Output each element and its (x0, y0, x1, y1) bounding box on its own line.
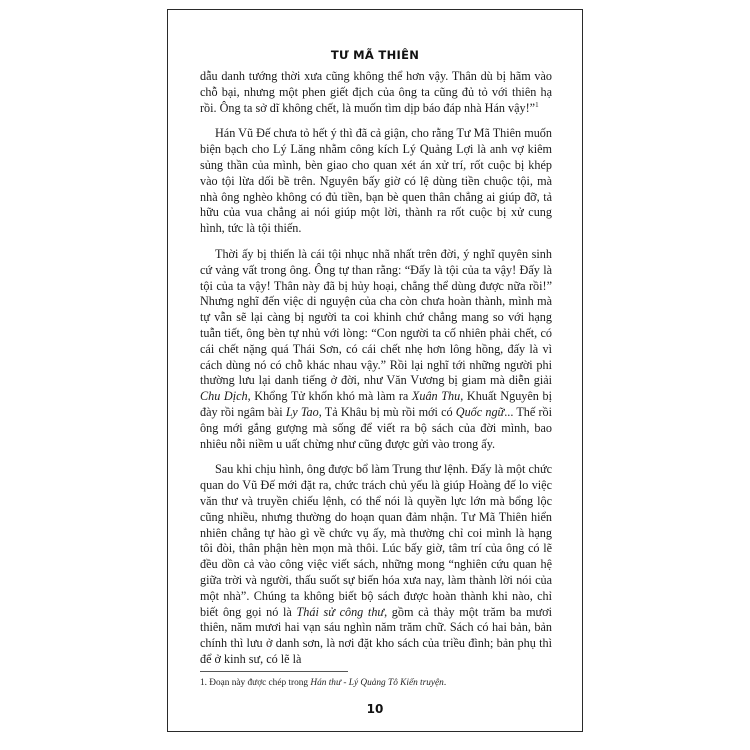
footnote-prefix: 1. Đoạn này được chép trong (200, 678, 311, 688)
book-title-chu-dich: Chu Dịch (200, 389, 248, 404)
book-title-quoc-ngu: Quốc ngữ (455, 404, 505, 419)
paragraph-3-text-c: , Khuất Nguyên bị đày rồi ngâm bài (200, 389, 552, 419)
footnote-divider (200, 671, 348, 672)
book-title-thai-su-cong-thu: Thái sử công thư (296, 604, 385, 619)
paragraph-3-text-a: Thời ấy bị thiến là cái tội nhục nhã nhất trên đời, ý nghĩ quyên sinh cứ vảng vất trong ông. Ông tự than rằng: “Đấy là tội của ta vậy! Đấy là tội của ta vậy! Thân này đã bị hủy hoại, chẳng thể dùng được nữa rồi!” Nhưng nghĩ đến việc di nguyện của cha còn chưa hoàn thành, mình mà tự vẫn sẽ lại càng bị người ta coi khinh chứ chẳng mang so với hạng tuẫn tiết, ông bèn tự nhủ với lòng: “Con người ta cố nhiên phải chết, có cái chết nặng quá Thái Sơn, có cái chết nhẹ hơn lông hồng, đấy là vì cách dùng nó có chỗ khác nhau vậy.” Rồi lại nghĩ tới những người phi thường lưu lại danh tiếng ở đời, như Văn Vương bị giam mà diễn giải (200, 246, 552, 388)
body-text (200, 69, 552, 678)
paragraph-2: Hán Vũ Đế chưa tỏ hết ý thì đã cả giận, cho rằng Tư Mã Thiên muốn biện bạch cho Lý Lăng nhằm công kích Lý Quảng Lợi là anh vợ kiêm sủng thần của mình, bèn giao cho quan xét án xử trí, rốt cuộc bị khép vào tội lừa dối bề trên. Nguyên bấy giờ có lệ dùng tiền chuộc tội, mà nhà ông nghèo không có đủ tiền, bạn bè quen thân chẳng ai giúp đỡ, tả hữu của vua chẳng ai nói giúp một lời, thành ra rốt cuộc bị xử cung hình, tức là tội thiến. (200, 126, 552, 236)
paragraph-4 (200, 462, 552, 667)
paragraph-1-text: dẫu danh tướng thời xưa cũng không thể hơn vậy. Thân dù bị hãm vào chỗ bại, nhưng một phen giết địch của ông ta cũng đủ tỏ với thiên hạ rồi. Ông ta sở dĩ không chết, là muốn tìm dịp báo đáp nhà Hán vậy!” (200, 69, 552, 115)
footnote-source-title: Hán thư - Lý Quảng Tô Kiến truyện (310, 678, 444, 688)
running-header: TƯ MÃ THIÊN (330, 48, 420, 62)
paragraph-3-text-d: , Tả Khâu bị mù rồi mới có (318, 404, 456, 419)
page-number: 10 (366, 702, 384, 716)
paragraph-3-text-b: , Khổng Tử khốn khó mà làm ra (247, 389, 412, 404)
footnote-marker: 1 (535, 100, 539, 109)
footnote (200, 677, 552, 689)
paragraph-3-text-e: ... Thế rồi ông mới gắng gượng mà sống để viết ra bộ sách của đời mình, bao nhiêu nỗi niềm u uất chừng như cũng được gửi vào trong ấy. (200, 404, 553, 451)
book-page (167, 9, 583, 732)
paragraph-3 (200, 247, 552, 452)
footnote-suffix: . (443, 678, 447, 688)
paragraph-1 (200, 69, 552, 116)
book-title-ly-tao: Ly Tao (285, 404, 319, 419)
book-title-xuan-thu: Xuân Thu (411, 389, 461, 404)
paragraph-4-text-a: Sau khi chịu hình, ông được bổ làm Trung thư lệnh. Đấy là một chức quan do Vũ Đế mới đặt ra, chức trách chủ yếu là giúp Hoàng đế lo việc văn thư và truyền chiếu lệnh, có thể nói là quyền lực lớn mà bổng lộc cũng nhiều, nhưng thường do hoạn quan đảm nhận. Tư Mã Thiên hiển nhiên chẳng tự hào gì về chức vụ ấy, mà thường chỉ coi mình là hạng tôi đòi, thân phận hèn mọn mà thôi. Lúc bấy giờ, tâm trí của ông có lẽ đều dồn cả vào công việc viết sách, những mong “nghiên cứu quan hệ giữa trời và người, thấu suốt sự biến hóa xưa nay, làm thành lời nói của một nhà”. Chúng ta không biết bộ sách được hoàn thành khi nào, chỉ biết ông gọi nó là (200, 462, 552, 619)
paragraph-4-text-b: , gồm cả thảy một trăm ba mươi thiên, năm mươi hai vạn sáu nghìn năm trăm chữ. Sách có hai bản, bản chính thì lưu ở danh sơn, là nơi đặt kho sách của triều đình; bản phụ thì để ở kinh sư, có lẽ là (200, 604, 552, 666)
